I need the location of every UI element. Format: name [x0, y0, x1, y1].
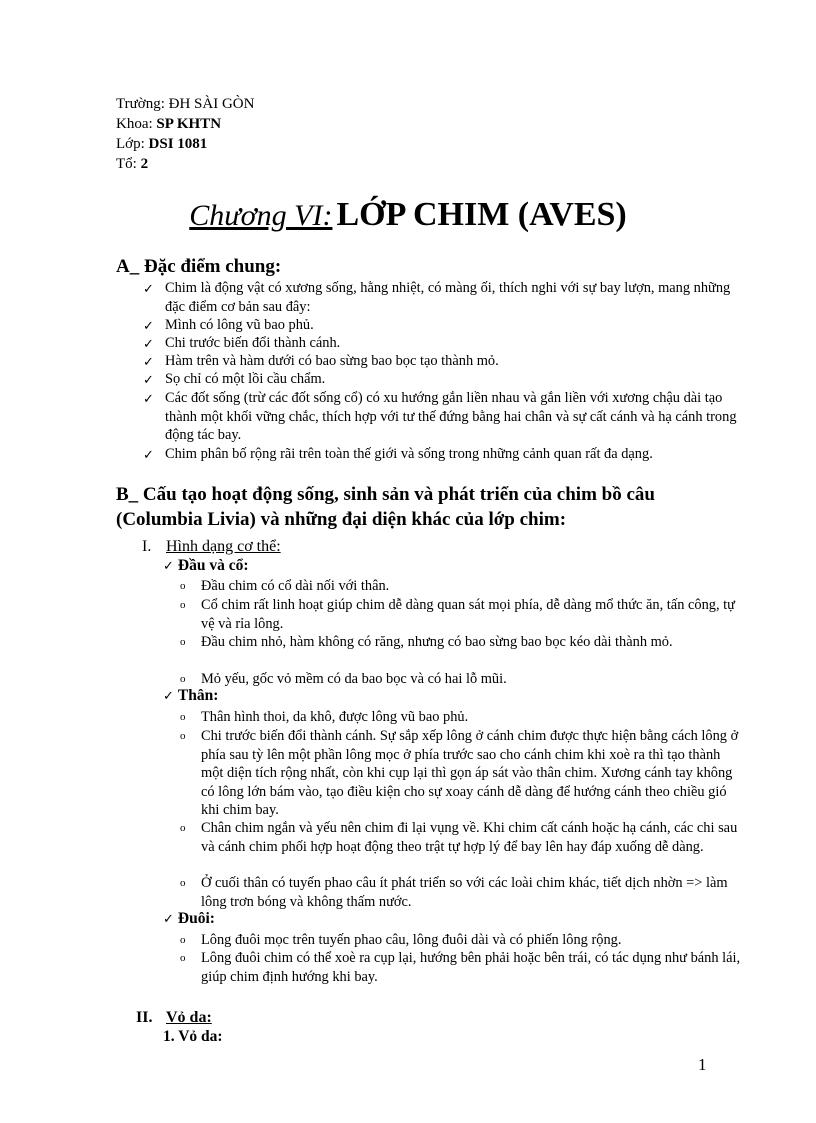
bullet-item: Chi trước biến đổi thành cánh. Sự sắp xếp lông ở cánh chim được thực hiện bằng cách lông ở phía sau tỳ lên một phần lông mọc ở phía trước sao cho cánh chim khi xoè ra thì tạo thành một diện tích rộng nhất, còn khi cụp lại thì gọn áp sát vào thân chim. Xương cánh tay không có lông lớn bám vào, tạo điều kiện cho sự xoay cánh dễ dàng để hướng cánh theo chiều gió khi chim bay. — [201, 728, 739, 818]
circle-bullet-icon: o — [180, 673, 186, 685]
circle-bullet-icon: o — [180, 952, 186, 964]
chapter-prefix: Chương VI: — [189, 199, 333, 232]
bullet-item: Cổ chim rất linh hoạt giúp chim dễ dàng quan sát mọi phía, dễ dàng mổ thức ăn, tấn công, tự vệ và rỉa lông. — [201, 597, 735, 632]
bullet-item: Chân chim ngắn và yếu nên chim đi lại vụng về. Khi chim cất cánh hoặc hạ cánh, các chi sau và cánh chim phối hợp hoạt động theo trật tự hợp lý để bay lên hay đáp xuống dễ dàng. — [201, 820, 738, 855]
check-icon: ✓ — [143, 336, 154, 351]
class-value: DSI 1081 — [148, 136, 208, 152]
subsection-skin: 1. Vỏ da: — [163, 1028, 223, 1045]
part-1-title: Hình dạng cơ thể: — [166, 538, 281, 555]
check-icon: ✓ — [143, 372, 154, 387]
faculty-label: Khoa: — [116, 116, 153, 132]
section-a-item: Sọ chỉ có một lồi cầu chẩm. — [165, 371, 326, 387]
class-line — [116, 134, 207, 154]
circle-bullet-icon: o — [180, 711, 186, 723]
bullet-item: Lông đuôi mọc trên tuyến phao câu, lông đuôi dài và có phiến lông rộng. — [201, 932, 622, 948]
bullet-item: Ở cuối thân có tuyến phao câu ít phát triển so với các loài chim khác, tiết dịch nhờn => làm lông trơn bóng và không thấm nước. — [201, 875, 728, 910]
faculty-line — [116, 114, 221, 134]
circle-bullet-icon: o — [180, 580, 186, 592]
subsection-label: Thân: — [177, 687, 219, 704]
bullet-item: Thân hình thoi, da khô, được lông vũ bao phủ. — [201, 709, 469, 725]
section-b-heading: B_ Cấu tạo hoạt động sống, sinh sản và phát triển của chim bồ câu (Columbia Livia) và những đại diện khác của lớp chim: — [116, 484, 655, 530]
section-a-item: Chi trước biến đổi thành cánh. — [165, 335, 341, 351]
check-icon: ✓ — [143, 318, 154, 333]
part-2-title: Vỏ da: — [166, 1009, 212, 1026]
check-icon: ✓ — [143, 391, 154, 406]
circle-bullet-icon: o — [180, 822, 186, 834]
faculty-value: SP KHTN — [156, 116, 222, 132]
chapter-title — [0, 196, 816, 234]
bullet-item: Lông đuôi chim có thể xoè ra cụp lại, hướng bên phải hoặc bên trái, có tác dụng như bánh lái, giúp chim định hướng khi bay. — [201, 950, 741, 985]
school-line — [116, 94, 254, 114]
chapter-main-title: LỚP CHIM (AVES) — [336, 196, 627, 233]
group-line — [116, 154, 148, 174]
circle-bullet-icon: o — [180, 599, 186, 611]
bullet-item: Đầu chim nhỏ, hàm không có răng, nhưng có bao sừng bao bọc kéo dài thành mỏ. — [201, 634, 673, 650]
section-a-item: Mình có lông vũ bao phủ. — [165, 317, 314, 333]
subsection-label: Đầu và cổ: — [177, 557, 249, 574]
circle-bullet-icon: o — [180, 934, 186, 946]
check-icon: ✓ — [143, 447, 154, 462]
circle-bullet-icon: o — [180, 730, 186, 742]
part-1-numeral: I. — [142, 538, 152, 555]
school-label: Trường: — [116, 96, 165, 112]
part-2-numeral: II. — [136, 1009, 153, 1026]
section-a-item: Chim là động vật có xương sống, hằng nhiệt, có màng ối, thích nghi với sự bay lượn, mang những đặc điểm cơ bản sau đây: — [165, 280, 731, 315]
bullet-item: Mỏ yếu, gốc vỏ mềm có da bao bọc và có hai lỗ mũi. — [201, 671, 507, 687]
class-label: Lớp: — [116, 136, 145, 152]
check-icon: ✓ — [163, 911, 174, 926]
subsection-body — [163, 687, 218, 705]
check-icon: ✓ — [163, 558, 174, 573]
check-icon: ✓ — [163, 688, 174, 703]
section-a-heading: A_ Đặc điểm chung: — [116, 256, 282, 277]
section-a-item: Hàm trên và hàm dưới có bao sừng bao bọc tạo thành mỏ. — [165, 353, 499, 369]
circle-bullet-icon: o — [180, 877, 186, 889]
circle-bullet-icon: o — [180, 636, 186, 648]
section-a-item: Các đốt sống (trừ các đốt sống cổ) có xu hướng gắn liền nhau và gắn liền với xương chậu dài tạo thành một khối vững chắc, thích hợp với tư thế đứng bằng hai chân và sự cất cánh và hạ cánh trong động tác bay. — [165, 390, 737, 443]
subsection-tail — [163, 910, 215, 928]
section-a-item: Chim phân bố rộng rãi trên toàn thế giới và sống trong những cảnh quan rất đa dạng. — [165, 446, 653, 462]
subsection-head-neck — [163, 557, 249, 575]
check-icon: ✓ — [143, 281, 154, 296]
subsection-label: Đuôi: — [177, 910, 215, 927]
bullet-item: Đầu chim có cổ dài nối với thân. — [201, 578, 390, 594]
group-label: Tổ: — [116, 156, 137, 172]
page-number: 1 — [698, 1055, 707, 1074]
school-value: ĐH SÀI GÒN — [168, 96, 255, 112]
group-value: 2 — [140, 156, 149, 172]
check-icon: ✓ — [143, 354, 154, 369]
